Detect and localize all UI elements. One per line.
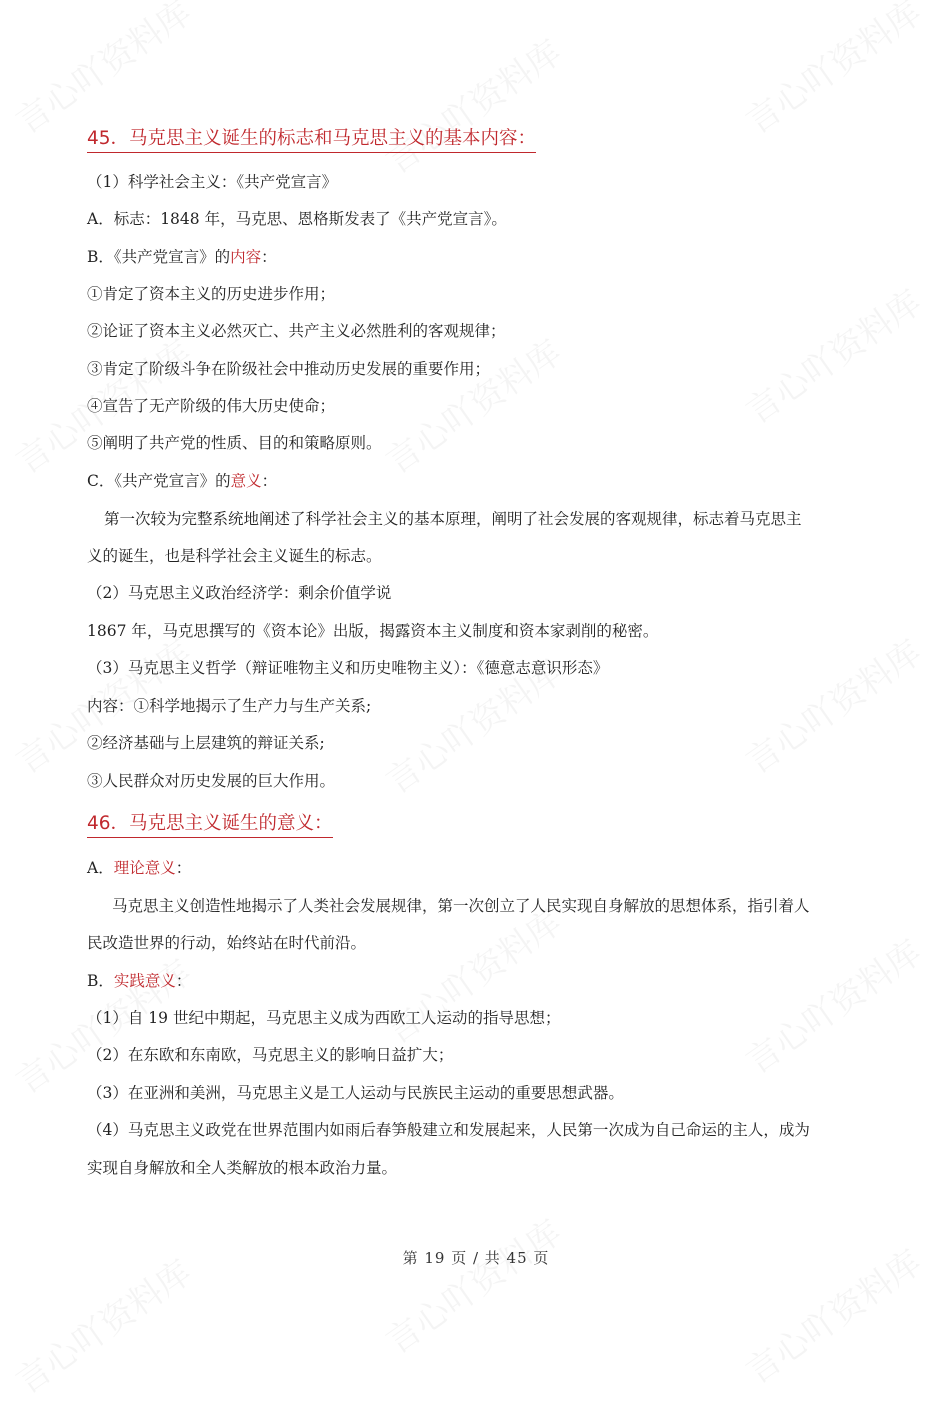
text-segment: ②论证了资本主义必然灭亡、共产主义必然胜利的客观规律； <box>87 322 506 340</box>
watermark-text <box>374 1206 569 1363</box>
text-segment: ③人民群众对历史发展的巨大作用。 <box>87 772 336 790</box>
text-segment: 马克思主义创造性地揭示了人类社会发展规律，第一次创立了人民实现自身解放的思想体系，指引着人 <box>112 897 810 915</box>
watermark-text <box>734 276 929 433</box>
text-segment: 实现自身解放和全人类解放的根本政治力量。 <box>87 1159 398 1177</box>
text-line <box>87 209 507 229</box>
text-segment: ④宣告了无产阶级的伟大历史使命； <box>87 397 336 415</box>
text-segment: A．标志：1848 年，马克思、恩格斯发表了《共产党宣言》。 <box>87 210 507 228</box>
text-line <box>87 546 382 566</box>
text-line <box>87 658 608 678</box>
text-line <box>87 696 371 716</box>
text-segment: （1）自 19 世纪中期起，马克思主义成为西欧工人运动的指导思想； <box>87 1009 561 1027</box>
text-line <box>87 858 191 878</box>
text-line <box>112 896 810 916</box>
text-line <box>87 771 335 791</box>
text-segment: ： <box>261 248 277 266</box>
text-segment: ： <box>261 472 278 490</box>
text-line <box>87 1158 397 1178</box>
highlight-term: 意义 <box>230 472 262 490</box>
text-segment: （1）科学社会主义：《共产党宣言》 <box>87 173 338 191</box>
text-line <box>87 933 366 953</box>
text-segment: 内容：①科学地揭示了生产力与生产关系; <box>87 697 372 715</box>
text-segment: （2）马克思主义政治经济学：剩余价值学说 <box>87 584 392 602</box>
highlight-term: 理论意义 <box>113 859 176 877</box>
text-segment: B．《共产党宣言》的 <box>87 248 231 266</box>
text-line <box>104 509 802 529</box>
text-line <box>87 1045 453 1065</box>
text-segment: ②经济基础与上层建筑的辩证关系; <box>87 734 325 752</box>
text-line <box>87 621 658 641</box>
text-segment: 民改造世界的行动，始终站在时代前沿。 <box>87 934 367 952</box>
text-segment: 1867 年，马克思撰写的《资本论》出版，揭露资本主义制度和资本家剥削的秘密。 <box>87 622 659 640</box>
text-segment: B． <box>87 972 114 990</box>
text-segment: 第一次较为完整系统地阐述了科学社会主义的基本原理，阐明了社会发展的客观规律，标志着马克思主 <box>104 510 802 528</box>
text-segment: 46．马克思主义诞生的意义： <box>87 813 333 834</box>
text-line <box>87 583 391 603</box>
text-segment: （4）马克思主义政党在世界范围内如雨后春笋般建立和发展起来，人民第一次成为自己命运的主人，成为 <box>87 1121 810 1139</box>
watermark-text <box>734 926 929 1083</box>
watermark-text <box>4 1246 199 1403</box>
text-line <box>87 971 191 991</box>
text-line <box>87 172 337 192</box>
text-line <box>87 1083 624 1103</box>
watermark-text <box>374 326 569 483</box>
watermark-text <box>734 0 929 143</box>
text-line <box>87 321 506 341</box>
page-footer: 第 19 页 / 共 45 页 <box>402 1249 550 1267</box>
highlight-term: 实践意义 <box>113 972 176 990</box>
text-segment: ： <box>175 972 192 990</box>
text-line <box>87 733 325 753</box>
text-line <box>87 1008 560 1028</box>
text-line <box>87 471 277 491</box>
text-line <box>87 396 335 416</box>
watermark-text <box>4 0 199 143</box>
text-line <box>87 284 335 304</box>
highlight-term: 内容 <box>230 248 262 266</box>
text-line <box>87 247 277 267</box>
text-segment: ⑤阐明了共产党的性质、目的和策略原则。 <box>87 434 382 452</box>
text-segment: 义的诞生，也是科学社会主义诞生的标志。 <box>87 547 382 565</box>
text-segment: （3）马克思主义哲学（辩证唯物主义和历史唯物主义）：《德意志意识形态》 <box>87 659 609 677</box>
watermark-text <box>734 626 929 783</box>
text-segment: ： <box>175 859 192 877</box>
section-heading <box>87 813 333 838</box>
text-segment: （2）在东欧和东南欧，马克思主义的影响日益扩大； <box>87 1046 454 1064</box>
text-line <box>87 359 490 379</box>
text-segment: A． <box>87 859 114 877</box>
section-heading <box>87 128 536 153</box>
text-segment: （3）在亚洲和美洲，马克思主义是工人运动与民族民主运动的重要思想武器。 <box>87 1084 624 1102</box>
text-segment: C．《共产党宣言》的 <box>87 472 231 490</box>
watermark-text <box>374 26 569 183</box>
text-segment: ①肯定了资本主义的历史进步作用； <box>87 285 336 303</box>
text-segment: ③肯定了阶级斗争在阶级社会中推动历史发展的重要作用； <box>87 360 491 378</box>
text-segment: 45．马克思主义诞生的标志和马克思主义的基本内容： <box>87 128 537 149</box>
text-line <box>87 1120 810 1140</box>
watermark-text <box>374 896 569 1053</box>
text-line <box>87 433 382 453</box>
